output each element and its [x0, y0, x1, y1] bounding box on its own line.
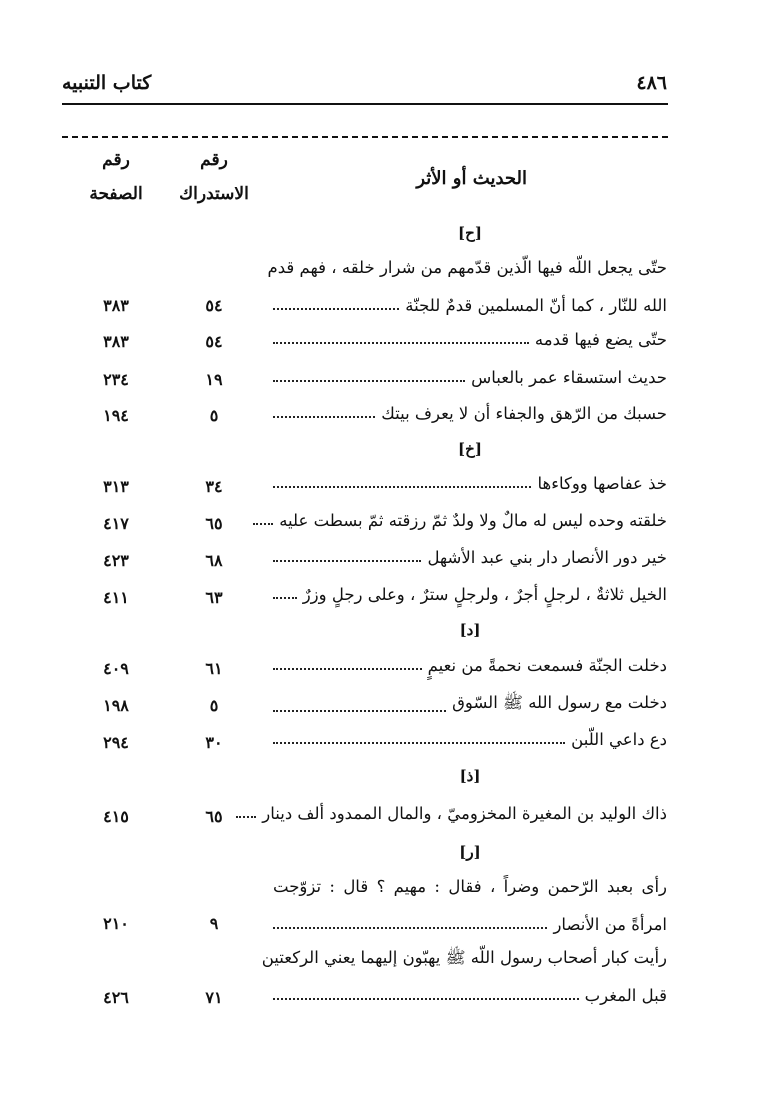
- index-entry: [273, 585, 667, 604]
- index-entry: [261, 948, 667, 1005]
- entry-index-number: ٩: [209, 914, 219, 933]
- entry-text: دخلت مع رسول الله ﷺ السّوق: [452, 693, 667, 712]
- entry-page-number: ٤٢٣: [103, 551, 129, 570]
- entry-index-number: ٦٥: [205, 514, 223, 533]
- entry-index-number: ٦٨: [205, 551, 223, 570]
- entry-text: خذ عفاصها ووكاءها: [537, 474, 667, 493]
- index-entry: [273, 511, 667, 530]
- column-header-page-line2: الصفحة: [89, 184, 143, 204]
- column-header-page-line1: رقم: [102, 150, 130, 170]
- entry-index-number: ٥٤: [205, 296, 223, 315]
- entry-text: الخيل ثلاثةٌ ، لرجلٍ أجرٌ ، ولرجلٍ سترٌ ، وعلى رجلٍ وزرٌ: [302, 585, 667, 604]
- entry-text-line1: حتّى يجعل اللّه فيها الّذين قدّمهم من شرار خلقه ، فهم قدم: [267, 258, 667, 277]
- entry-text-line1: رأى بعبد الرّحمن وضراً ، فقال : مهيم ؟ قال : تزوّجت: [273, 877, 667, 896]
- entry-page-number: ٤٢٦: [103, 988, 129, 1007]
- section-letter-ha: [ح]: [458, 224, 482, 242]
- entry-index-number: ٣٤: [205, 477, 223, 496]
- leader-dots: [273, 927, 547, 929]
- entry-page-number: ١٩٤: [103, 406, 129, 425]
- entry-index-number: ٦١: [205, 659, 223, 678]
- entry-index-number: ١٩: [205, 370, 223, 389]
- column-header-text: الحديث أو الأثر: [416, 168, 527, 189]
- entry-page-number: ٢١٠: [103, 914, 129, 933]
- entry-index-number: ٦٣: [205, 588, 223, 607]
- page-number: ٤٨٦: [636, 72, 667, 94]
- entry-index-number: ٥: [209, 696, 219, 715]
- leader-dots: [273, 668, 422, 670]
- header-rule: [62, 103, 668, 105]
- leader-dots: [273, 380, 465, 382]
- entry-text: حتّى يضع فيها قدمه: [534, 330, 667, 349]
- leader-dots: [273, 308, 399, 310]
- leader-dots: [273, 416, 375, 418]
- entry-page-number: ٣٨٣: [103, 332, 129, 351]
- entry-text: دع داعي اللّبن: [571, 730, 667, 749]
- column-header-index-line1: رقم: [200, 150, 228, 170]
- entry-text: حسبك من الرّهق والجفاء أن لا يعرف بيتك: [381, 404, 667, 423]
- entry-text-line2: الله للنّار ، كما أنّ المسلمين قدمٌ للجنّة: [405, 296, 667, 315]
- entry-page-number: ٣٨٣: [103, 296, 129, 315]
- leader-dots: [273, 342, 529, 344]
- leader-dots: [273, 560, 421, 562]
- entry-page-number: ٢٣٤: [103, 370, 129, 389]
- index-entry: [262, 804, 667, 823]
- leader-dots: [273, 486, 531, 488]
- entry-index-number: ٣٠: [205, 733, 223, 752]
- entry-page-number: ١٩٨: [103, 696, 129, 715]
- entry-page-number: ٤١٧: [103, 514, 129, 533]
- entry-text: دخلت الجنّة فسمعت نحمةً من نعيمٍ: [427, 656, 667, 675]
- index-entry: [273, 474, 667, 493]
- leader-dots: [273, 597, 297, 599]
- entry-index-number: ٥: [209, 406, 219, 425]
- index-entry: [273, 656, 667, 675]
- section-letter-dal: [د]: [459, 621, 481, 639]
- column-header-index-line2: الاستدراك: [179, 184, 249, 204]
- section-letter-kha: [خ]: [458, 440, 482, 458]
- entry-index-number: ٦٥: [205, 807, 223, 826]
- index-entry: [273, 404, 667, 423]
- entry-page-number: ٤٠٩: [103, 659, 129, 678]
- index-entry: [273, 330, 667, 349]
- entry-text: ذاك الوليد بن المغيرة المخزوميّ ، والمال الممدود ألف دينار: [262, 804, 667, 823]
- leader-dots: [273, 742, 565, 744]
- entry-text-line1: رأيت كبار أصحاب رسول اللّه ﷺ يهبّون إليهما يعني الركعتين: [261, 948, 667, 967]
- index-entry: [273, 730, 667, 749]
- index-entry: [273, 368, 667, 387]
- leader-dots: [273, 710, 446, 712]
- entry-text-line2: قبل المغرب: [584, 986, 667, 1005]
- leader-dots: [273, 998, 579, 1000]
- entry-index-number: ٥٤: [205, 332, 223, 351]
- entry-text-line2: امرأةً من الأنصار: [553, 915, 667, 934]
- entry-page-number: ٤١٥: [103, 807, 129, 826]
- entry-page-number: ٣١٣: [103, 477, 129, 496]
- section-letter-ra: [ر]: [459, 843, 481, 861]
- book-title: كتاب التنبيه: [62, 72, 152, 94]
- entry-index-number: ٧١: [205, 988, 223, 1007]
- header-dashed-rule: [62, 136, 668, 138]
- entry-page-number: ٤١١: [103, 588, 129, 607]
- index-entry: [267, 258, 667, 315]
- entry-text: خلقته وحده ليس له مالٌ ولا ولدٌ ثمّ رزقته ثمّ بسطت عليه: [279, 511, 667, 530]
- section-letter-dhal: [ذ]: [459, 767, 481, 785]
- entry-text: حديث استسقاء عمر بالعباس: [471, 368, 667, 387]
- entry-text: خير دور الأنصار دار بني عبد الأشهل: [427, 548, 667, 567]
- index-entry: [273, 693, 667, 717]
- index-entry: [273, 877, 667, 934]
- entry-page-number: ٢٩٤: [103, 733, 129, 752]
- index-entry: [273, 548, 667, 567]
